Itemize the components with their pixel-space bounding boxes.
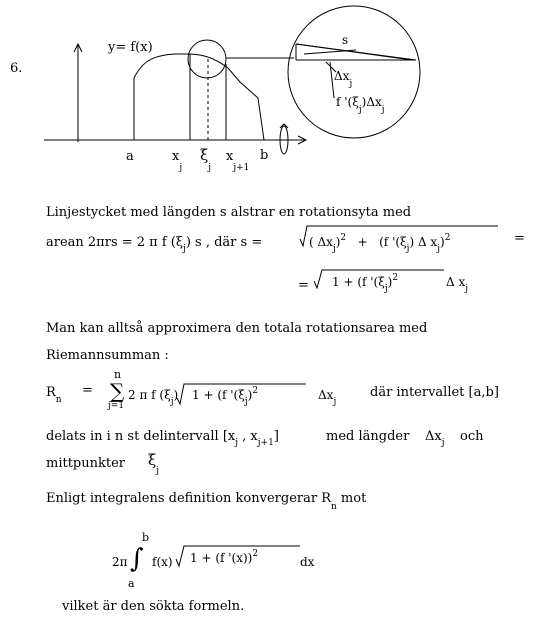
curve-fx (134, 54, 264, 140)
integral-2pi: 2π (112, 555, 128, 569)
label-xj1: $x_{j+1}$ (226, 149, 250, 173)
radical-2-content: 1 + (f '$(\xi_j)^2$ (332, 273, 399, 294)
curve-label: y= f(x) (108, 40, 153, 55)
radical-1-content: ( $\Delta x_j)^2$ + (f '$(\xi_j)$ Δ $x_j)^2$ (309, 233, 451, 254)
line-3-equals: = (298, 278, 309, 293)
problem-number: 6. (10, 61, 23, 76)
line-5: Riemannsumman : (46, 348, 169, 363)
sum-radical-content: 1 + (f '$(\xi_j)^2$ (192, 386, 259, 407)
line-8: mittpunkter (46, 456, 126, 471)
sum-symbol: ∑ (110, 379, 125, 403)
line-7-length: med längder (326, 429, 410, 444)
zoom-chord (296, 44, 412, 60)
zoom-inner (304, 50, 356, 54)
sum-term: 2 π f $(\xi_j)$ (128, 388, 179, 407)
zoom-label-dx: $\Delta x_j$ (334, 69, 353, 89)
line-2: arean 2πrs = 2 π f $(\xi_j)$ s , där s = (46, 235, 263, 254)
line-7-and: och (460, 429, 484, 444)
sum-R: $R_n$ (46, 385, 62, 405)
label-xj: $x_j$ (172, 149, 183, 173)
line-11: vilket är den sökta formeln. (62, 599, 245, 614)
label-a: a (126, 149, 134, 164)
line-7: delats in i n st delintervall [$x_j$ , $x_{j+1}$] (46, 429, 279, 448)
line-7-dx: $\Delta x_j$ (425, 429, 445, 448)
small-circle (188, 40, 226, 78)
integral-bottom: a (128, 577, 135, 590)
label-b: b (260, 148, 269, 163)
sum-bottom: j=1 (108, 401, 125, 411)
integral-top: b (142, 531, 150, 544)
sum-equals: = (82, 383, 93, 398)
integral-dx: dx (300, 555, 315, 569)
integral-fx: f(x) (152, 555, 173, 569)
zoom-label-fp: f '$(\xi_j)\Delta x_j$ (336, 95, 385, 115)
riemann-figure (0, 0, 536, 200)
line-9: Enligt integralens definition konvergerar $R_n$ mot (46, 491, 367, 512)
line-4: Man kan alltså approximera den totala rotationsarea med (46, 321, 428, 336)
line-8-xi: $\xi_j$ (148, 451, 160, 476)
line-3-tail: Δ $x_j$ (446, 275, 469, 294)
label-xi: $\xi_j$ (200, 146, 212, 173)
sum-tail: $\Delta x_j$ (318, 388, 337, 407)
sum-top: n (114, 368, 122, 381)
line-1: Linjestycket med längden s alstrar en rotationsyta med (46, 205, 412, 220)
integral-radical-content: 1 + (f '(x))$^2$ (190, 549, 259, 565)
line-2-equals: = (514, 231, 525, 246)
integral-symbol: ∫ (130, 544, 144, 574)
zoom-circle (288, 6, 420, 138)
sum-where: där intervallet [a,b] (370, 385, 499, 400)
zoom-label-s: s (342, 33, 349, 47)
